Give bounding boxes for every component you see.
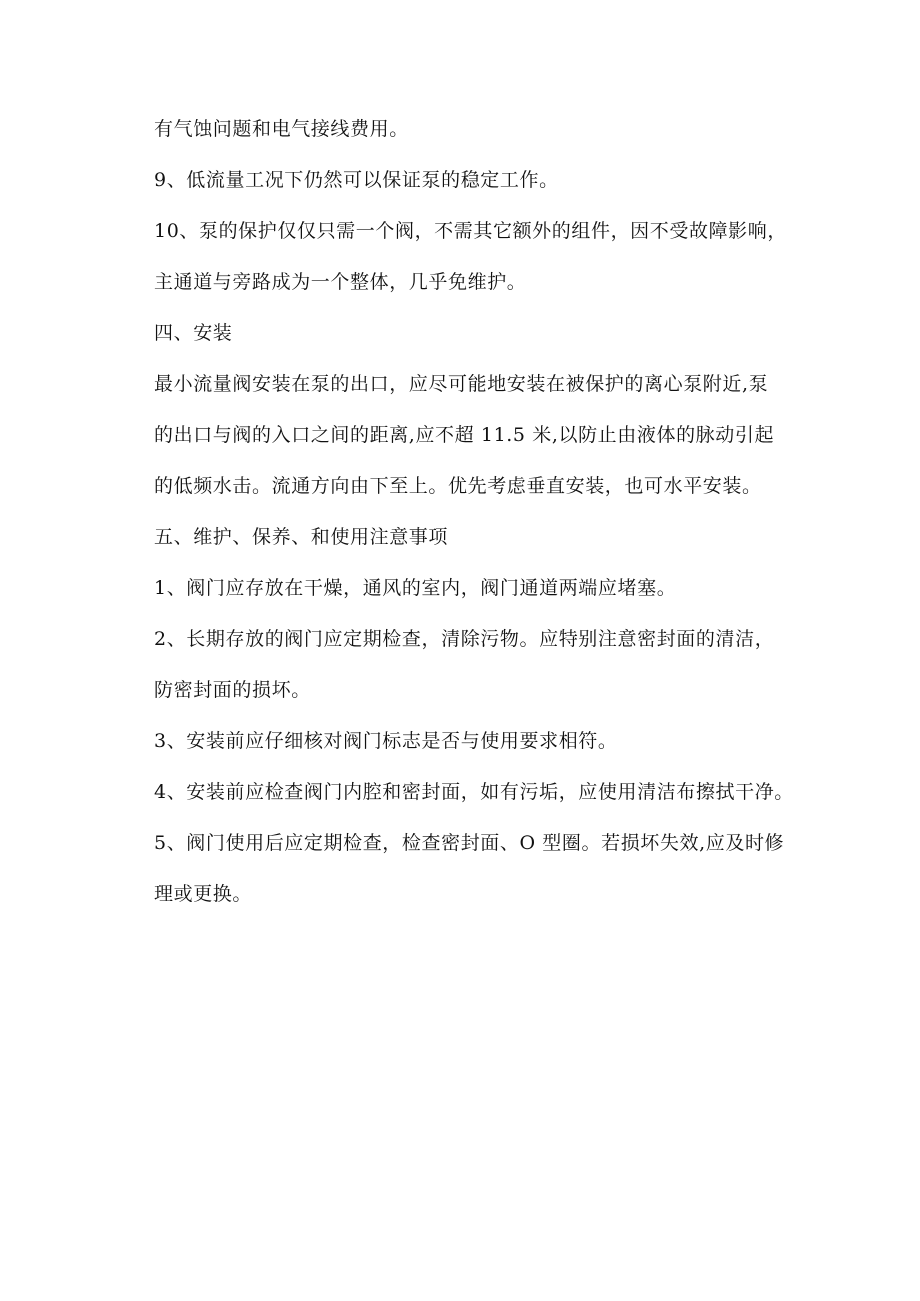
text-line-12: 防密封面的损坏。 (154, 679, 311, 701)
text-line-15: 5、阀门使用后应定期检查，检查密封面、O 型圈。若损坏失效,应及时修 (154, 832, 785, 854)
document-body (154, 112, 834, 928)
text-line-14: 4、安装前应检查阀门内腔和密封面，如有污垢，应使用清洁布擦拭干净。 (154, 781, 794, 803)
text-line-13: 3、安装前应仔细核对阀门标志是否与使用要求相符。 (154, 730, 618, 752)
text-line-10: 1、阀门应存放在干燥，通风的室内，阀门通道两端应堵塞。 (154, 577, 677, 599)
text-line-6: 最小流量阀安装在泵的出口，应尽可能地安装在被保护的离心泵附近,泵 (154, 373, 769, 395)
text-line-7: 的出口与阀的入口之间的距离,应不超 11.5 米,以防止由液体的脉动引起 (154, 424, 775, 446)
text-line-16: 理或更换。 (154, 883, 253, 905)
section-heading-installation: 四、安装 (154, 322, 233, 344)
text-line-11: 2、长期存放的阀门应定期检查，清除污物。应特别注意密封面的清洁， (154, 628, 775, 650)
text-line-4: 主通道与旁路成为一个整体，几乎免维护。 (154, 271, 527, 293)
text-line-3: 10、泵的保护仅仅只需一个阀，不需其它额外的组件，因不受故障影响， (154, 220, 787, 242)
text-line-8: 的低频水击。流通方向由下至上。优先考虑垂直安装，也可水平安装。 (154, 475, 762, 497)
section-heading-maintenance: 五、维护、保养、和使用注意事项 (154, 526, 449, 548)
text-line-1: 有气蚀问题和电气接线费用。 (154, 118, 409, 140)
text-line-2: 9、低流量工况下仍然可以保证泵的稳定工作。 (154, 169, 559, 191)
